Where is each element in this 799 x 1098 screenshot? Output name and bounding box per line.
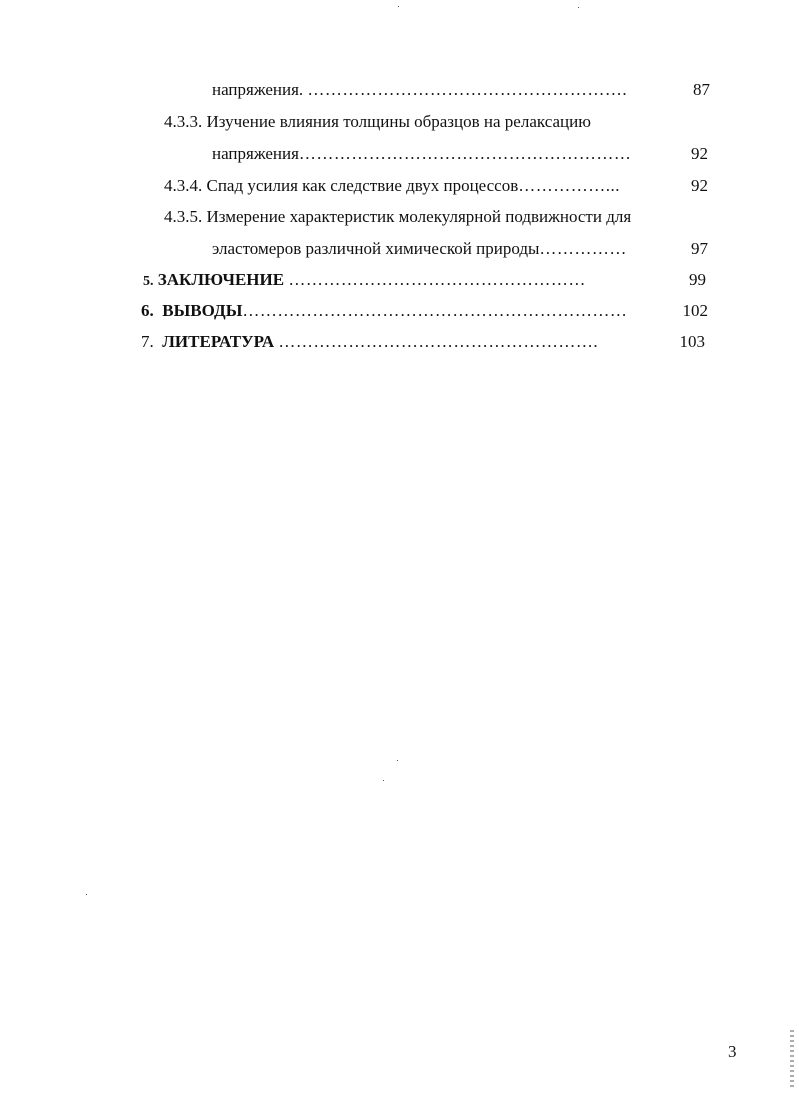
toc-entry (164, 112, 591, 132)
toc-entry (164, 176, 620, 196)
scan-speck (397, 760, 398, 761)
toc-leader: …………… (539, 239, 627, 258)
toc-title: Измерение характеристик молекулярной подвижности для (206, 207, 632, 226)
toc-leader: ………………………………………………………… (242, 301, 628, 320)
toc-title: ЛИТЕРАТУРА (162, 332, 275, 351)
toc-leader: ………………………………………………. (307, 80, 628, 99)
toc-title: Спад усилия как следствие двух процессов (206, 176, 519, 195)
toc-leader: …………………………………………… (288, 270, 586, 289)
toc-entry (143, 270, 586, 292)
toc-number: 5. (143, 274, 154, 289)
toc-page: 97 (691, 239, 708, 258)
toc-leader: ……………... (518, 176, 621, 195)
toc-number: 7. (141, 332, 154, 351)
toc-page: 87 (693, 80, 710, 99)
toc-number: 4.3.3. (164, 112, 203, 131)
scan-speck (86, 894, 87, 895)
toc-entry (212, 80, 627, 100)
toc-title: напряжения (212, 144, 299, 163)
toc-entry (212, 239, 627, 259)
toc-page: 99 (689, 270, 706, 289)
toc-title: ВЫВОДЫ (162, 301, 243, 320)
toc-page: 102 (682, 301, 708, 320)
toc-leader: ………………………………………………. (278, 332, 599, 351)
scan-speck (578, 7, 579, 8)
toc-number: 4.3.4. (164, 176, 203, 195)
toc-entry (141, 301, 627, 321)
toc-page: 103 (679, 332, 705, 351)
toc-entry (164, 207, 631, 227)
toc-page: 92 (691, 144, 708, 163)
toc-page: 92 (691, 176, 708, 195)
toc-leader: ………………………………………………… (298, 144, 632, 163)
scan-edge-noise (790, 1030, 794, 1090)
scan-speck (398, 6, 399, 7)
toc-title: эластомеров различной химической природы (212, 239, 540, 258)
toc-title: Изучение влияния толщины образцов на релаксацию (206, 112, 591, 131)
toc-title: напряжения. (212, 80, 304, 99)
toc-title: ЗАКЛЮЧЕНИЕ (157, 270, 285, 289)
page-number: 3 (728, 1042, 737, 1061)
toc-entry (212, 144, 631, 164)
toc-entry (141, 332, 598, 352)
toc-number: 4.3.5. (164, 207, 203, 226)
scan-speck (383, 780, 384, 781)
toc-number: 6. (141, 301, 154, 320)
